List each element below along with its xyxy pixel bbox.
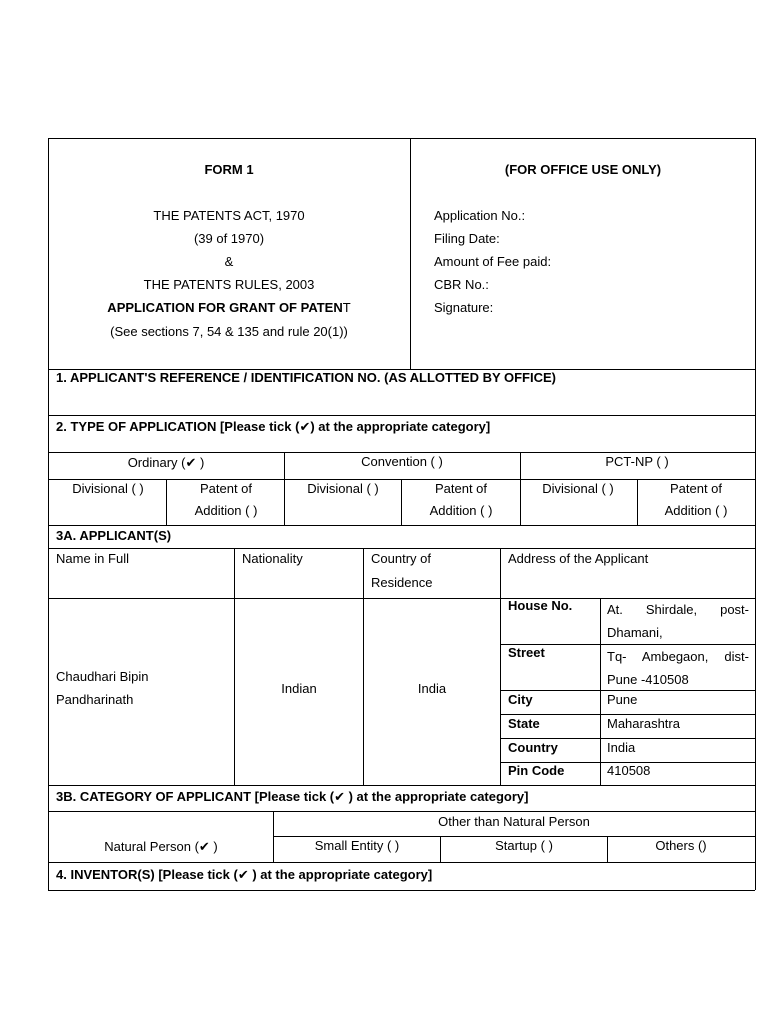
application-no-field: Application No.: [434,208,526,223]
col-country-of-residence-l2: Residence [371,575,433,590]
signature-field: Signature: [434,300,494,315]
convention-option[interactable]: Convention ( ) [361,454,443,469]
col-country-of-residence-l1: Country of [371,551,431,566]
address-value-street: Tq- Ambegaon, dist-Pune -410508 [607,649,749,687]
sections-reference: (See sections 7, 54 & 135 and rule 20(1)) [110,324,348,339]
section-3a-heading: 3A. APPLICANT(S) [56,528,172,543]
applicant-name-l2: Pandharinath [56,692,134,707]
applicant-residence: India [417,681,447,696]
address-label-city: City [508,692,533,707]
patent-of-addition-convention-l2[interactable]: Addition ( ) [429,503,493,518]
address-value-pincode: 410508 [607,763,651,778]
rules-title: THE PATENTS RULES, 2003 [143,277,315,292]
patent-of-addition-convention-l1: Patent of [434,481,488,496]
patent-of-addition-pct-l2[interactable]: Addition ( ) [664,503,728,518]
address-label-country: Country [508,740,558,755]
address-label-pincode: Pin Code [508,763,565,778]
address-label-state: State [508,716,540,731]
address-value-city: Pune [607,692,638,707]
divisional-option-ordinary[interactable]: Divisional ( ) [72,481,144,496]
act-title: THE PATENTS ACT, 1970 [153,208,305,223]
address-value-country: India [607,740,636,755]
startup-option[interactable]: Startup ( ) [495,838,553,853]
applicant-name-l1: Chaudhari Bipin [56,669,149,684]
address-value-state: Maharashtra [607,716,680,731]
ordinary-option[interactable]: Ordinary (✔ ) [127,455,205,470]
col-nationality: Nationality [242,551,303,566]
application-title: APPLICATION FOR GRANT OF PATENT [107,300,351,315]
divisional-option-pct[interactable]: Divisional ( ) [542,481,614,496]
office-use-heading: (FOR OFFICE USE ONLY) [504,162,662,177]
address-value-house: At. Shirdale, post-Dhamani, [607,602,749,640]
form-number: FORM 1 [204,162,254,177]
natural-person-option[interactable]: Natural Person (✔ ) [104,839,218,854]
patent-of-addition-pct-l1: Patent of [669,481,723,496]
ampersand: & [224,254,234,269]
address-label-street: Street [508,645,545,660]
section-3b-heading: 3B. CATEGORY OF APPLICANT [Please tick (✔ ) at the appropriate category] [56,789,529,804]
pct-np-option[interactable]: PCT-NP ( ) [605,454,669,469]
filing-date-field: Filing Date: [434,231,500,246]
section-2-heading: 2. TYPE OF APPLICATION [Please tick (✔) at the appropriate category] [56,419,491,434]
cbr-no-field: CBR No.: [434,277,489,292]
section-1-heading: 1. APPLICANT'S REFERENCE / IDENTIFICATION NO. (AS ALLOTTED BY OFFICE) [56,370,556,385]
col-address: Address of the Applicant [508,551,649,566]
act-number: (39 of 1970) [193,231,265,246]
applicant-nationality: Indian [281,681,317,696]
patent-of-addition-ordinary-l1: Patent of [199,481,253,496]
other-than-natural-person: Other than Natural Person [438,814,590,829]
col-name-in-full: Name in Full [56,551,129,566]
small-entity-option[interactable]: Small Entity ( ) [314,838,400,853]
section-4-heading: 4. INVENTOR(S) [Please tick (✔ ) at the appropriate category] [56,867,433,882]
divisional-option-convention[interactable]: Divisional ( ) [307,481,379,496]
address-label-house: House No. [508,598,573,613]
others-option[interactable]: Others () [655,838,707,853]
patent-of-addition-ordinary-l2[interactable]: Addition ( ) [194,503,258,518]
fee-paid-field: Amount of Fee paid: [434,254,552,269]
